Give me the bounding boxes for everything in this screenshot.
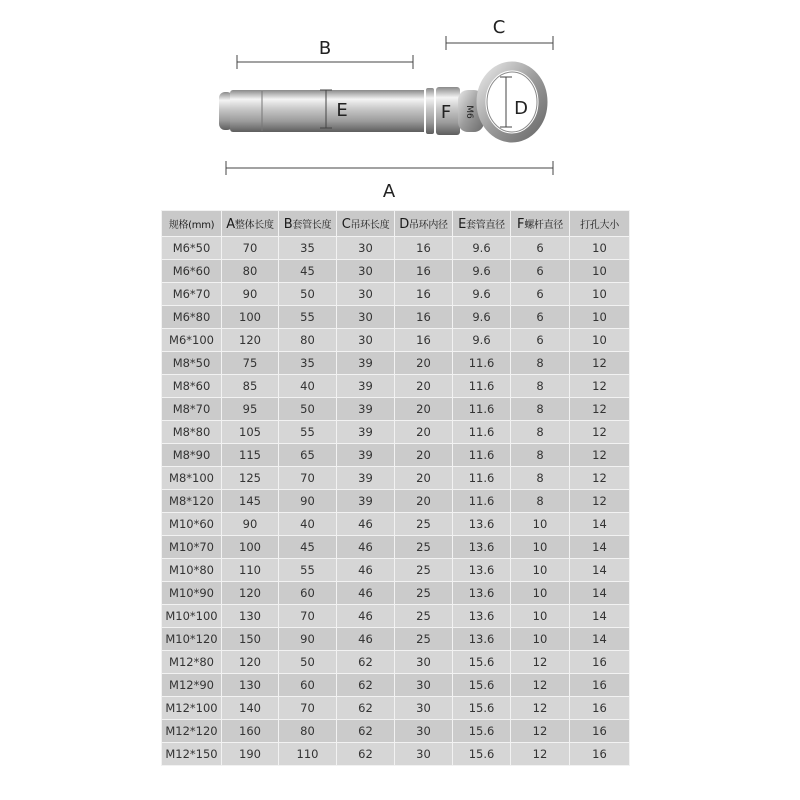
value-cell: 150 (222, 628, 279, 651)
table-row (162, 536, 630, 559)
value-cell: 11.6 (453, 352, 511, 375)
value-cell: 12 (570, 398, 630, 421)
value-cell: 70 (279, 605, 337, 628)
spec-cell: M12*100 (162, 697, 222, 720)
table-row (162, 444, 630, 467)
value-cell: 25 (395, 536, 453, 559)
value-cell: 16 (395, 306, 453, 329)
value-cell: 10 (511, 628, 570, 651)
column-header (222, 211, 279, 237)
value-cell: 50 (279, 283, 337, 306)
spec-table-body (162, 237, 630, 766)
value-cell: 12 (570, 444, 630, 467)
spec-cell: M12*80 (162, 651, 222, 674)
value-cell: 115 (222, 444, 279, 467)
spec-cell: M12*150 (162, 743, 222, 766)
value-cell: 45 (279, 260, 337, 283)
value-cell: 12 (511, 674, 570, 697)
value-cell: 62 (337, 674, 395, 697)
value-cell: 12 (570, 467, 630, 490)
value-cell: 20 (395, 421, 453, 444)
value-cell: 6 (511, 260, 570, 283)
value-cell: 145 (222, 490, 279, 513)
value-cell: 13.6 (453, 559, 511, 582)
value-cell: 30 (337, 329, 395, 352)
value-cell: 20 (395, 375, 453, 398)
header-row (162, 211, 630, 237)
value-cell: 62 (337, 651, 395, 674)
value-cell: 8 (511, 398, 570, 421)
value-cell: 39 (337, 421, 395, 444)
value-cell: 8 (511, 444, 570, 467)
value-cell: 12 (570, 421, 630, 444)
value-cell: 190 (222, 743, 279, 766)
value-cell: 14 (570, 605, 630, 628)
spec-cell: M10*100 (162, 605, 222, 628)
value-cell: 130 (222, 674, 279, 697)
value-cell: 12 (570, 490, 630, 513)
value-cell: 60 (279, 674, 337, 697)
spec-cell: M12*90 (162, 674, 222, 697)
table-row (162, 559, 630, 582)
value-cell: 62 (337, 743, 395, 766)
value-cell: 62 (337, 720, 395, 743)
dimension-d (500, 77, 528, 127)
value-cell: 46 (337, 513, 395, 536)
column-header-text: 套管直径 (466, 219, 505, 231)
dimension-b (237, 38, 413, 69)
value-cell: 120 (222, 329, 279, 352)
value-cell: 6 (511, 283, 570, 306)
value-cell: 16 (395, 260, 453, 283)
value-cell: 9.6 (453, 283, 511, 306)
value-cell: 11.6 (453, 398, 511, 421)
ring-marking: M6 (464, 105, 474, 119)
table-row (162, 306, 630, 329)
value-cell: 90 (222, 513, 279, 536)
column-header (162, 211, 222, 237)
spec-cell: M8*50 (162, 352, 222, 375)
value-cell: 39 (337, 375, 395, 398)
value-cell: 80 (279, 720, 337, 743)
value-cell: 16 (570, 697, 630, 720)
value-cell: 14 (570, 582, 630, 605)
value-cell: 30 (395, 651, 453, 674)
value-cell: 46 (337, 559, 395, 582)
value-cell: 75 (222, 352, 279, 375)
spec-table (161, 210, 630, 766)
value-cell: 12 (570, 375, 630, 398)
value-cell: 90 (279, 628, 337, 651)
column-header (279, 211, 337, 237)
spec-cell: M10*90 (162, 582, 222, 605)
value-cell: 105 (222, 421, 279, 444)
spec-cell: M10*70 (162, 536, 222, 559)
value-cell: 10 (570, 260, 630, 283)
value-cell: 46 (337, 628, 395, 651)
value-cell: 55 (279, 306, 337, 329)
value-cell: 20 (395, 398, 453, 421)
value-cell: 25 (395, 628, 453, 651)
table-row (162, 674, 630, 697)
column-header-text: 整体长度 (234, 219, 274, 231)
value-cell: 110 (222, 559, 279, 582)
spec-cell: M6*80 (162, 306, 222, 329)
value-cell: 20 (395, 444, 453, 467)
column-header-letter: F (517, 216, 525, 232)
value-cell: 85 (222, 375, 279, 398)
value-cell: 95 (222, 398, 279, 421)
table-row (162, 697, 630, 720)
spec-cell: M8*100 (162, 467, 222, 490)
value-cell: 130 (222, 605, 279, 628)
dimension-c (446, 17, 553, 50)
value-cell: 80 (279, 329, 337, 352)
dimension-a (226, 161, 553, 202)
value-cell: 11.6 (453, 421, 511, 444)
value-cell: 70 (279, 467, 337, 490)
value-cell: 9.6 (453, 306, 511, 329)
label-d: D (514, 98, 528, 119)
table-row (162, 329, 630, 352)
value-cell: 45 (279, 536, 337, 559)
value-cell: 16 (395, 237, 453, 260)
table-row (162, 651, 630, 674)
column-header-letter: A (226, 216, 235, 232)
value-cell: 140 (222, 697, 279, 720)
value-cell: 12 (511, 743, 570, 766)
value-cell: 15.6 (453, 743, 511, 766)
value-cell: 20 (395, 467, 453, 490)
spec-cell: M6*60 (162, 260, 222, 283)
value-cell: 10 (570, 283, 630, 306)
value-cell: 70 (222, 237, 279, 260)
value-cell: 13.6 (453, 605, 511, 628)
table-row (162, 352, 630, 375)
value-cell: 60 (279, 582, 337, 605)
column-header (395, 211, 453, 237)
value-cell: 30 (337, 237, 395, 260)
value-cell: 9.6 (453, 260, 511, 283)
value-cell: 50 (279, 651, 337, 674)
table-row (162, 513, 630, 536)
value-cell: 10 (570, 306, 630, 329)
table-row (162, 375, 630, 398)
value-cell: 46 (337, 605, 395, 628)
value-cell: 10 (511, 513, 570, 536)
value-cell: 65 (279, 444, 337, 467)
value-cell: 120 (222, 651, 279, 674)
table-row (162, 398, 630, 421)
value-cell: 8 (511, 352, 570, 375)
value-cell: 100 (222, 306, 279, 329)
value-cell: 10 (570, 237, 630, 260)
value-cell: 39 (337, 490, 395, 513)
spec-cell: M8*60 (162, 375, 222, 398)
table-row (162, 582, 630, 605)
value-cell: 25 (395, 582, 453, 605)
value-cell: 9.6 (453, 237, 511, 260)
column-header-text: 打孔大小 (580, 219, 619, 231)
column-header-text: 规格(mm) (168, 219, 215, 231)
value-cell: 16 (570, 674, 630, 697)
value-cell: 90 (279, 490, 337, 513)
value-cell: 25 (395, 513, 453, 536)
value-cell: 35 (279, 352, 337, 375)
value-cell: 16 (570, 720, 630, 743)
value-cell: 20 (395, 352, 453, 375)
column-header-letter: D (399, 216, 409, 232)
value-cell: 11.6 (453, 467, 511, 490)
value-cell: 80 (222, 260, 279, 283)
column-header-letter: C (341, 216, 351, 232)
value-cell: 16 (570, 743, 630, 766)
value-cell: 14 (570, 628, 630, 651)
value-cell: 14 (570, 536, 630, 559)
value-cell: 55 (279, 421, 337, 444)
spec-cell: M6*70 (162, 283, 222, 306)
value-cell: 15.6 (453, 720, 511, 743)
spec-cell: M6*100 (162, 329, 222, 352)
value-cell: 10 (570, 329, 630, 352)
value-cell: 8 (511, 467, 570, 490)
value-cell: 25 (395, 559, 453, 582)
value-cell: 30 (395, 674, 453, 697)
value-cell: 39 (337, 444, 395, 467)
spec-cell: M6*50 (162, 237, 222, 260)
spec-cell: M8*70 (162, 398, 222, 421)
value-cell: 25 (395, 605, 453, 628)
column-header (337, 211, 395, 237)
value-cell: 39 (337, 467, 395, 490)
column-header-letter: B (283, 216, 293, 232)
value-cell: 16 (395, 329, 453, 352)
value-cell: 110 (279, 743, 337, 766)
value-cell: 62 (337, 697, 395, 720)
table-row (162, 237, 630, 260)
value-cell: 12 (570, 352, 630, 375)
label-b: B (318, 38, 332, 59)
value-cell: 100 (222, 536, 279, 559)
value-cell: 16 (395, 283, 453, 306)
label-c: C (492, 17, 506, 38)
value-cell: 14 (570, 559, 630, 582)
spec-cell: M12*120 (162, 720, 222, 743)
value-cell: 11.6 (453, 444, 511, 467)
value-cell: 160 (222, 720, 279, 743)
value-cell: 10 (511, 536, 570, 559)
value-cell: 11.6 (453, 490, 511, 513)
value-cell: 8 (511, 490, 570, 513)
column-header-text: 吊环内径 (408, 219, 448, 231)
value-cell: 20 (395, 490, 453, 513)
table-row (162, 283, 630, 306)
value-cell: 14 (570, 513, 630, 536)
table-row (162, 628, 630, 651)
spec-cell: M10*80 (162, 559, 222, 582)
value-cell: 10 (511, 559, 570, 582)
value-cell: 15.6 (453, 674, 511, 697)
value-cell: 50 (279, 398, 337, 421)
value-cell: 46 (337, 536, 395, 559)
value-cell: 30 (337, 306, 395, 329)
label-f: F (440, 102, 452, 123)
value-cell: 46 (337, 582, 395, 605)
table-row (162, 467, 630, 490)
value-cell: 9.6 (453, 329, 511, 352)
value-cell: 12 (511, 651, 570, 674)
table-row (162, 605, 630, 628)
value-cell: 35 (279, 237, 337, 260)
value-cell: 39 (337, 352, 395, 375)
spec-cell: M8*80 (162, 421, 222, 444)
value-cell: 6 (511, 237, 570, 260)
table-row (162, 490, 630, 513)
value-cell: 55 (279, 559, 337, 582)
value-cell: 120 (222, 582, 279, 605)
column-header-letter: E (458, 216, 467, 232)
bolt-body (219, 87, 484, 135)
table-row (162, 260, 630, 283)
column-header-text: 套管长度 (292, 219, 332, 231)
value-cell: 13.6 (453, 582, 511, 605)
spec-cell: M10*60 (162, 513, 222, 536)
table-row (162, 743, 630, 766)
value-cell: 11.6 (453, 375, 511, 398)
value-cell: 8 (511, 421, 570, 444)
value-cell: 13.6 (453, 536, 511, 559)
value-cell: 30 (337, 283, 395, 306)
value-cell: 15.6 (453, 651, 511, 674)
spec-table-header (162, 211, 630, 237)
value-cell: 6 (511, 329, 570, 352)
value-cell: 8 (511, 375, 570, 398)
value-cell: 30 (337, 260, 395, 283)
value-cell: 70 (279, 697, 337, 720)
label-e: E (336, 100, 348, 121)
value-cell: 13.6 (453, 513, 511, 536)
table-row (162, 720, 630, 743)
value-cell: 125 (222, 467, 279, 490)
column-header (570, 211, 630, 237)
value-cell: 30 (395, 697, 453, 720)
value-cell: 10 (511, 582, 570, 605)
spec-cell: M8*120 (162, 490, 222, 513)
value-cell: 30 (395, 720, 453, 743)
value-cell: 15.6 (453, 697, 511, 720)
value-cell: 40 (279, 375, 337, 398)
value-cell: 12 (511, 720, 570, 743)
column-header-text: 螺杆直径 (524, 219, 563, 231)
value-cell: 40 (279, 513, 337, 536)
value-cell: 39 (337, 398, 395, 421)
value-cell: 12 (511, 697, 570, 720)
column-header-text: 吊环长度 (350, 219, 390, 231)
spec-cell: M8*90 (162, 444, 222, 467)
value-cell: 13.6 (453, 628, 511, 651)
table-row (162, 421, 630, 444)
value-cell: 16 (570, 651, 630, 674)
eye-bolt-diagram (0, 0, 800, 205)
value-cell: 10 (511, 605, 570, 628)
column-header (453, 211, 511, 237)
column-header (511, 211, 570, 237)
value-cell: 30 (395, 743, 453, 766)
spec-cell: M10*120 (162, 628, 222, 651)
label-a: A (382, 181, 396, 202)
value-cell: 90 (222, 283, 279, 306)
value-cell: 6 (511, 306, 570, 329)
